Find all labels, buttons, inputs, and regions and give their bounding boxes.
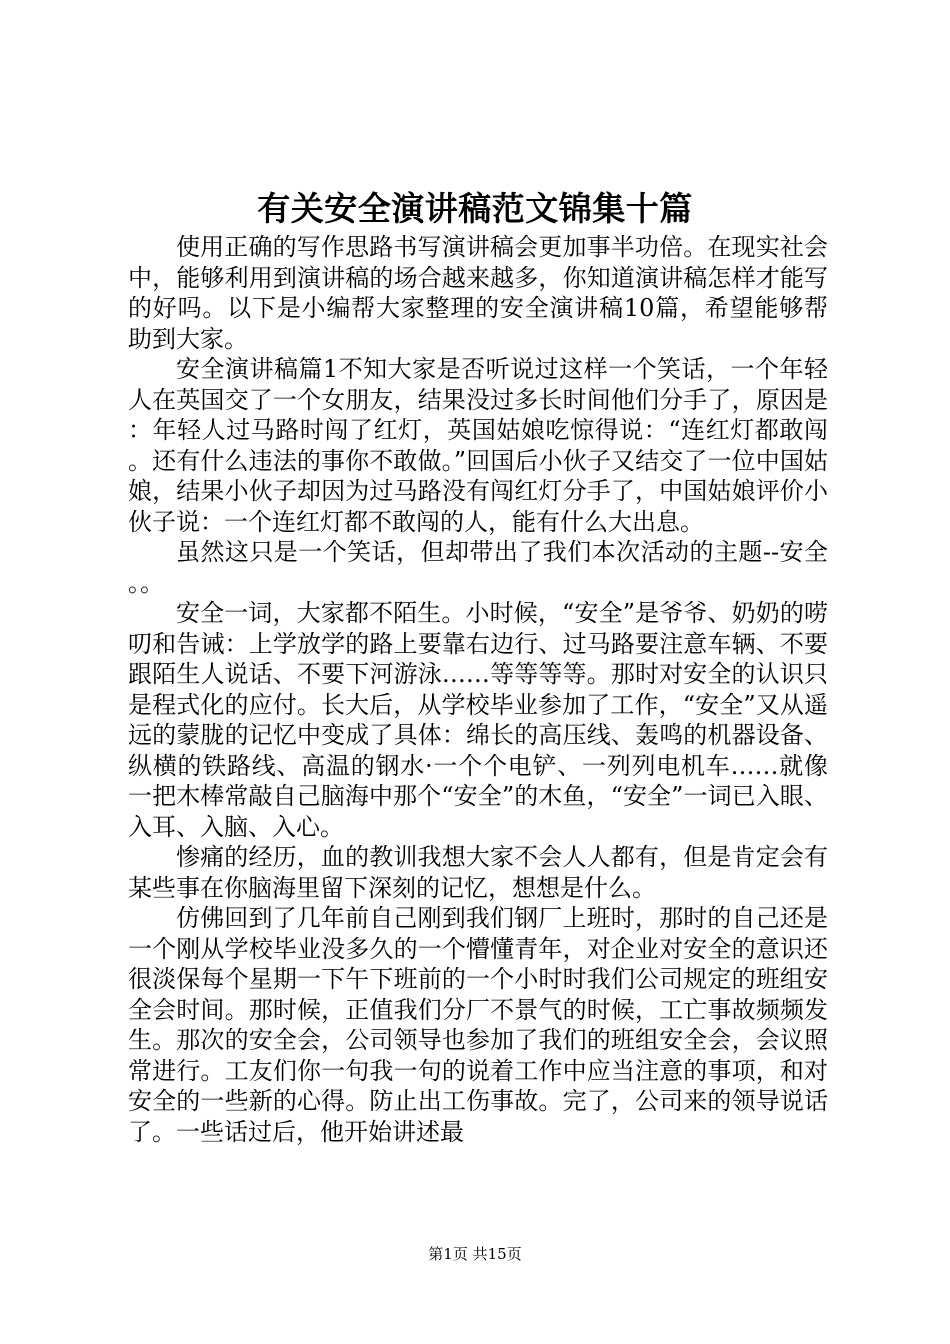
page-number-footer: 第1页 共15页 — [428, 1245, 522, 1263]
document-title: 有关安全演讲稿范文锦集十篇 — [257, 189, 693, 228]
paragraph-memory: 仿佛回到了几年前自己刚到我们钢厂上班时，那时的自己还是一个刚从学校毕业没多久的一个懵懂青年，对企业对安全的意识还很淡保每个星期一下午下班前的一个小时时我们公司规定的班组安全会时间。那时候，正值我们分厂不景气的时候，工亡事故频频发生。那次的安全会，公司领导也参加了我们的班组安全会，会议照常进行。工友们你一句我一句的说着工作中应当注意的事项，和对安全的一些新的心得。防止出工伤事故。完了，公司来的领导说话了。一些话过后，他开始讲述最 — [128, 904, 828, 1146]
paragraph-lessons: 惨痛的经历，血的教训我想大家不会人人都有，但是肯定会有某些事在你脑海里留下深刻的记忆，想想是什么。 — [128, 843, 828, 902]
paragraph-childhood: 安全一词，大家都不陌生。小时候，“安全”是爷爷、奶奶的唠叨和告诫：上学放学的路上要靠右边行、过马路要注意车辆、不要跟陌生人说话、不要下河游泳……等等等等。那时对安全的认识只是程式化的应付。长大后，从学校毕业参加了工作，“安全”又从遥远的蒙胧的记忆中变成了具体：绵长的高压线、轰鸣的机器设备、纵横的铁路线、高温的钢水·一个个电铲、一列列电机车……就像一把木棒常敲自己脑海中那个“安全”的木鱼，“安全”一词已入眼、入耳、入脑、入心。 — [128, 599, 828, 841]
document-body — [128, 232, 828, 1147]
paragraph-joke: 安全演讲稿篇1不知大家是否听说过这样一个笑话，一个年轻人在英国交了一个女朋友，结果没过多长时间他们分手了，原因是：年轻人过马路时闯了红灯，英国姑娘吃惊得说：“连红灯都敢闯。还有什么违法的事你不敢做。”回国后小伙子又结交了一位中国姑娘，结果小伙子却因为过马路没有闯红灯分手了，中国姑娘评价小伙子说：一个连红灯都不敢闯的人，能有什么大出息。 — [128, 355, 828, 536]
paragraph-theme: 虽然这只是一个笑话，但却带出了我们本次活动的主题--安全。。 — [128, 538, 828, 597]
paragraph-intro: 使用正确的写作思路书写演讲稿会更加事半功倍。在现实社会中，能够利用到演讲稿的场合越来越多，你知道演讲稿怎样才能写的好吗。以下是小编帮大家整理的安全演讲稿10篇，希望能够帮助到大家。 — [128, 233, 828, 353]
